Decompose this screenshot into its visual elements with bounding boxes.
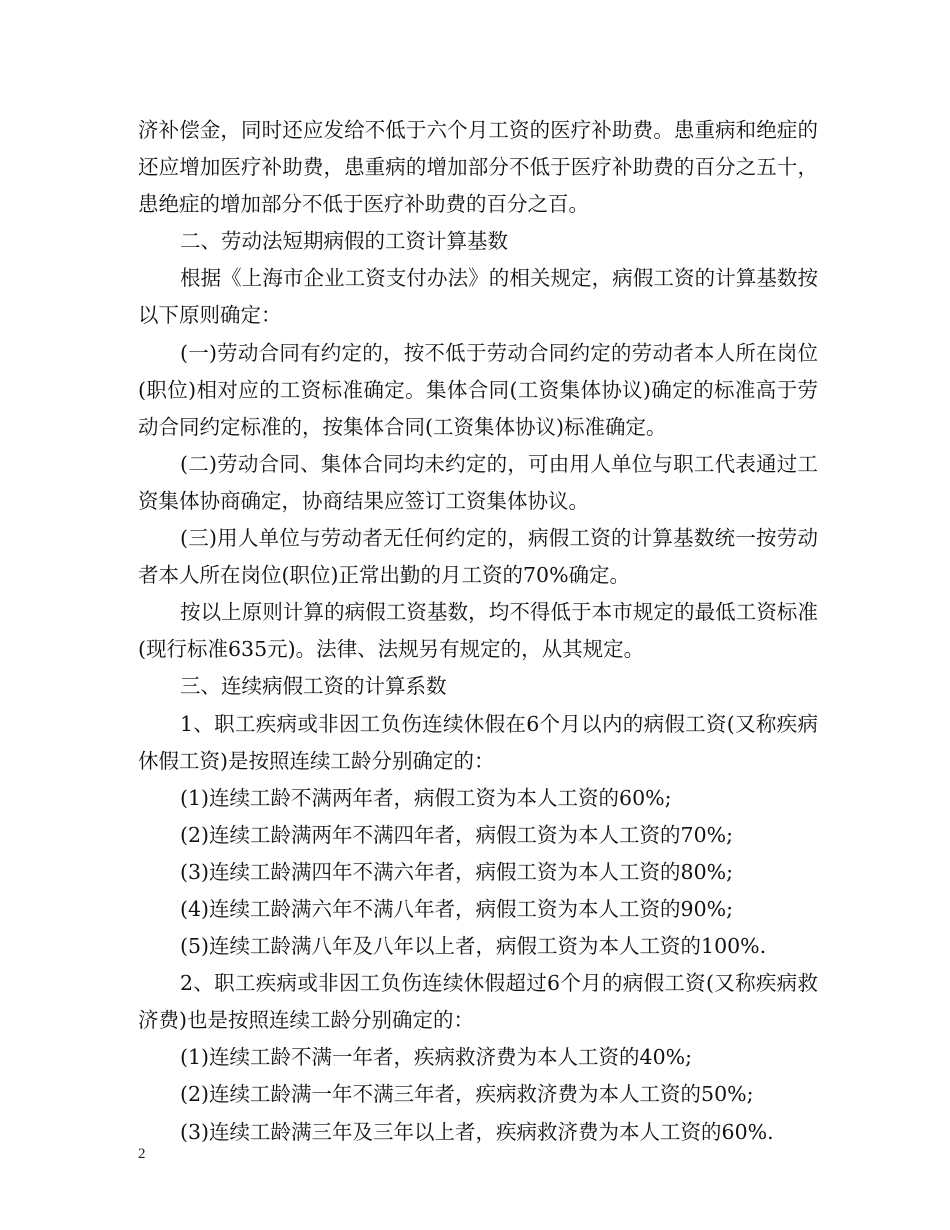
paragraph-within-6-months: 1、职工疾病或非因工负伤连续休假在6个月以内的病假工资(又称疾病休假工资)是按照连续工龄分别确定的： [138,711,818,773]
list-item-2-to-4-years: (2)连续工龄满两年不满四年者，病假工资为本人工资的70%; [180,822,734,847]
list-item-under-1-year: (1)连续工龄不满一年者，疾病救济费为本人工资的40%; [180,1045,693,1070]
page-number: 2 [138,1146,146,1162]
list-item-over-8-years: (5)连续工龄满八年及八年以上者，病假工资为本人工资的100%. [180,934,767,959]
heading-sick-leave-coefficient: 三、连续病假工资的计算系数 [180,674,447,699]
paragraph-minimum-wage: 按以上原则计算的病假工资基数，均不得低于本市规定的最低工资标准(现行标准635元)。法律、法规另有规定的，从其规定。 [138,600,818,662]
list-item-under-2-years: (1)连续工龄不满两年者，病假工资为本人工资的60%; [180,785,672,810]
document-body [138,112,818,1151]
paragraph-rule-2: (二)劳动合同、集体合同均未约定的，可由用人单位与职工代表通过工资集体协商确定，协商结果应签订工资集体协议。 [138,451,818,513]
paragraph-rule-3: (三)用人单位与劳动者无任何约定的，病假工资的计算基数统一按劳动者本人所在岗位(职位)正常出勤的月工资的70%确定。 [138,526,818,588]
list-item-6-to-8-years: (4)连续工龄满六年不满八年者，病假工资为本人工资的90%; [180,896,734,921]
paragraph-over-6-months: 2、职工疾病或非因工负伤连续休假超过6个月的病假工资(又称疾病救济费)也是按照连续工龄分别确定的： [138,971,818,1033]
paragraph-medical-subsidy: 济补偿金，同时还应发给不低于六个月工资的医疗补助费。患重病和绝症的还应增加医疗补助费，患重病的增加部分不低于医疗补助费的百分之五十，患绝症的增加部分不低于医疗补助费的百分之百。 [138,118,818,217]
list-item-over-3-years: (3)连续工龄满三年及三年以上者，疾病救济费为本人工资的60%. [180,1119,774,1144]
paragraph-rule-1: (一)劳动合同有约定的，按不低于劳动合同约定的劳动者本人所在岗位(职位)相对应的工资标准确定。集体合同(工资集体协议)确定的标准高于劳动合同约定标准的，按集体合同(工资集体协议)标准确定。 [138,340,818,439]
heading-short-sick-leave-base: 二、劳动法短期病假的工资计算基数 [180,229,508,254]
list-item-4-to-6-years: (3)连续工龄满四年不满六年者，病假工资为本人工资的80%; [180,859,734,884]
paragraph-shanghai-rules: 根据《上海市企业工资支付办法》的相关规定，病假工资的计算基数按以下原则确定： [138,266,818,328]
list-item-1-to-3-years: (2)连续工龄满一年不满三年者，疾病救济费为本人工资的50%; [180,1082,754,1107]
